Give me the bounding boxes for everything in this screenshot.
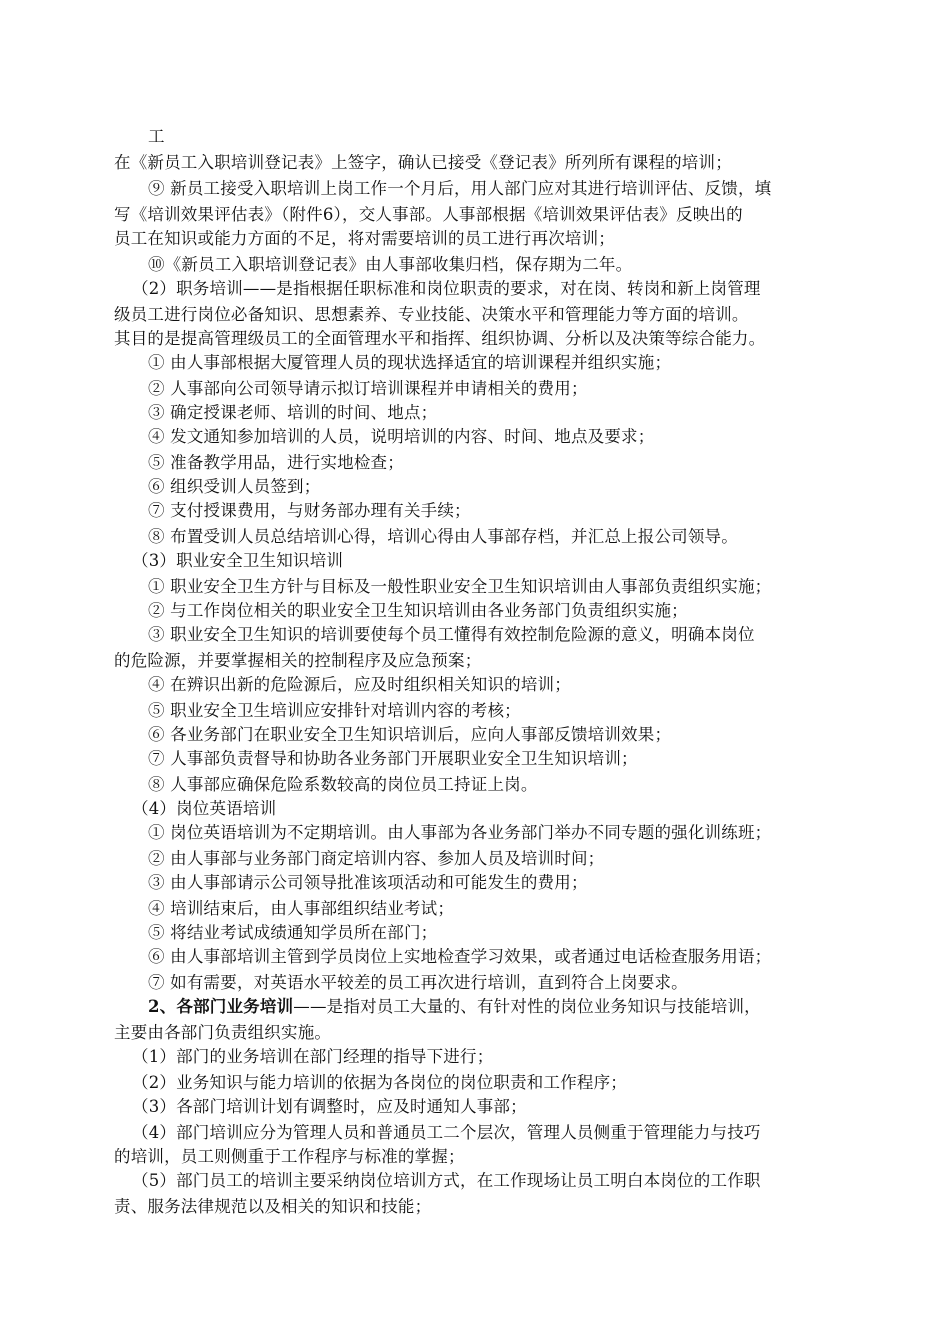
- list-item: ⑧ 人事部应确保危险系数较高的岗位员工持证上岗。: [148, 775, 538, 794]
- list-item: ④ 在辨识出新的危险源后，应及时组织相关知识的培训；: [148, 675, 571, 694]
- list-item: ⑤ 将结业考试成绩通知学员所在部门；: [148, 923, 438, 942]
- list-item: ② 由人事部与业务部门商定培训内容、参加人员及培训时间；: [148, 849, 605, 868]
- list-item: （2）业务知识与能力培训的依据为各岗位的岗位职责和工作程序；: [132, 1073, 627, 1092]
- text-line: 工: [148, 127, 165, 146]
- list-item: ⑥ 组织受训人员签到；: [148, 477, 321, 496]
- list-item: ② 与工作岗位相关的职业安全卫生知识培训由各业务部门负责组织实施；: [148, 601, 688, 620]
- section-description: ——是指对员工大量的、有针对性的岗位业务知识与技能培训，: [293, 997, 761, 1016]
- list-item: （5）部门员工的培训主要采纳岗位培训方式，在工作现场让员工明白本岗位的工作职: [132, 1171, 761, 1190]
- text-line: 的危险源，并要掌握相关的控制程序及应急预案；: [114, 651, 482, 670]
- list-item: ⑥ 由人事部培训主管到学员岗位上实地检查学习效果，或者通过电话检查服务用语；: [148, 947, 772, 966]
- list-item: ⑦ 如有需要，对英语水平较差的员工再次进行培训，直到符合上岗要求。: [148, 973, 688, 992]
- text-line: 其目的是提高管理级员工的全面管理水平和指挥、组织协调、分析以及决策等综合能力。: [114, 329, 766, 348]
- list-item: ⑤ 职业安全卫生培训应安排针对培训内容的考核；: [148, 701, 521, 720]
- text-line: （2）职务培训——是指根据任职标准和岗位职责的要求，对在岗、转岗和新上岗管理: [132, 279, 761, 298]
- text-line: 责、服务法律规范以及相关的知识和技能；: [114, 1197, 432, 1216]
- text-line: 写《培训效果评估表》（附件6），交人事部。人事部根据《培训效果评估表》反映出的: [114, 205, 743, 224]
- list-item: （3）各部门培训计划有调整时，应及时通知人事部；: [132, 1097, 527, 1116]
- text-line: 级员工进行岗位必备知识、思想素养、专业技能、决策水平和管理能力等方面的培训。: [114, 305, 749, 324]
- list-item: ① 岗位英语培训为不定期培训。由人事部为各业务部门举办不同专题的强化训练班；: [148, 823, 772, 842]
- list-item: ⑥ 各业务部门在职业安全卫生知识培训后，应向人事部反馈培训效果；: [148, 725, 672, 744]
- list-item: ① 职业安全卫生方针与目标及一般性职业安全卫生知识培训由人事部负责组织实施；: [148, 577, 772, 596]
- section-heading: （4）岗位英语培训: [132, 799, 277, 818]
- list-item: ② 人事部向公司领导请示拟订培训课程并申请相关的费用；: [148, 379, 588, 398]
- section-title: 2、各部门业务培训: [148, 997, 294, 1016]
- list-item: （4）部门培训应分为管理人员和普通员工二个层次，管理人员侧重于管理能力与技巧: [132, 1123, 761, 1142]
- list-item: ① 由人事部根据大厦管理人员的现状选择适宜的培训课程并组织实施；: [148, 353, 672, 372]
- list-item: ⑦ 支付授课费用，与财务部办理有关手续；: [148, 501, 471, 520]
- list-item: ⑦ 人事部负责督导和协助各业务部门开展职业安全卫生知识培训；: [148, 749, 638, 768]
- list-item: ⑧ 布置受训人员总结培训心得，培训心得由人事部存档，并汇总上报公司领导。: [148, 527, 738, 546]
- list-item: ④ 发文通知参加培训的人员，说明培训的内容、时间、地点及要求；: [148, 427, 655, 446]
- text-line: 的培训，员工则侧重于工作程序与标准的掌握；: [114, 1147, 465, 1166]
- list-item: ③ 职业安全卫生知识的培训要使每个员工懂得有效控制危险源的意义，明确本岗位: [148, 625, 755, 644]
- text-line: 在《新员工入职培训登记表》上签字，确认已接受《登记表》所列所有课程的培训；: [114, 153, 732, 172]
- section-heading: （3）职业安全卫生知识培训: [132, 551, 344, 570]
- list-item: ③ 确定授课老师、培训的时间、地点；: [148, 403, 438, 422]
- list-item: ③ 由人事部请示公司领导批准该项活动和可能发生的费用；: [148, 873, 588, 892]
- list-item: ⑤ 准备教学用品，进行实地检查；: [148, 453, 404, 472]
- list-item: （1）部门的业务培训在部门经理的指导下进行；: [132, 1047, 494, 1066]
- text-line: ⑩《新员工入职培训登记表》由人事部收集归档，保存期为二年。: [148, 255, 633, 274]
- text-line: ⑨ 新员工接受入职培训上岗工作一个月后，用人部门应对其进行培训评估、反馈，填: [148, 179, 772, 198]
- text-line: [148, 994, 761, 1020]
- text-line: 员工在知识或能力方面的不足，将对需要培训的员工进行再次培训；: [114, 229, 615, 248]
- text-line: 主要由各部门负责组织实施。: [114, 1023, 332, 1042]
- list-item: ④ 培训结束后，由人事部组织结业考试；: [148, 899, 455, 918]
